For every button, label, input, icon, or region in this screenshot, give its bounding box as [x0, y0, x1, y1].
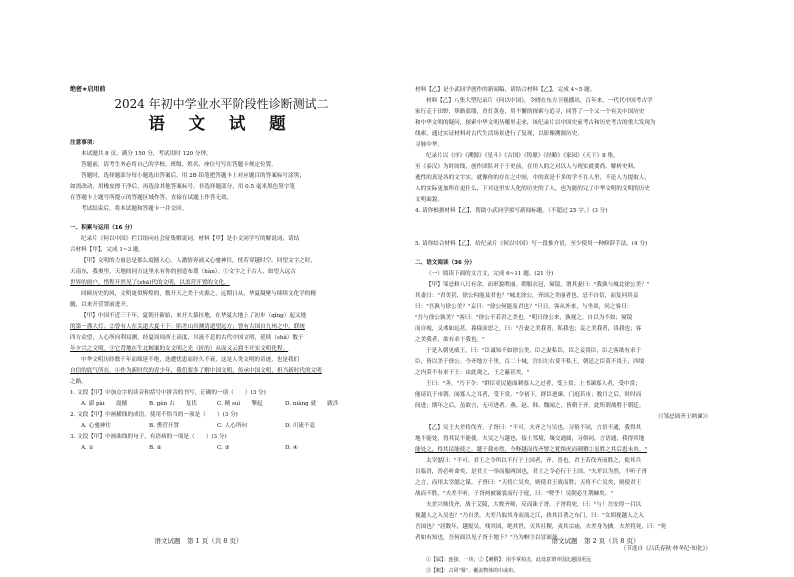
notice-line: 本试题共 8 页，满分 150 分，考试用时 120 分钟。	[81, 151, 212, 157]
material-line: 纪录片以《序》《溯源》《星斗》《古国》《铸鼎》《经略》《家园》《天下》8 集，	[426, 153, 619, 159]
passage-line: 地不能处，得其民不能使。夫吴之与越也，接土邻境，壤交通属，习俗同，言语通，我得其地	[415, 436, 645, 442]
material-line: 至《泰汉》为时间线，创作团队对于于史前，在用人的之对以人与现实就要尚、解析史料、	[415, 164, 639, 170]
source-note: （节选自《吕氏春秋·仲冬纪·知化》）	[620, 546, 711, 552]
page-2-footer: 语文试题 第 2 页（共 8 页）	[551, 537, 640, 545]
question-3-options	[70, 443, 362, 454]
passage-line: 能处之，得其民能使之。越于我亦然，今释越而伐齐譬之犹惧虎而刺猬②虽胜之其后患未央。"	[415, 447, 647, 453]
question-1-stem: 1. 文段【甲】中加点字的读音和括号中拼音的书写，正确的一项（ ）(3 分)	[70, 390, 266, 396]
passage-line: 之内莫不有求于王：由此观之，王之蔽甚矣。"	[415, 370, 530, 376]
option-d: D. 川流不息	[285, 423, 316, 429]
page-1	[0, 0, 397, 560]
section-2-heading: 二、语文阅读（36 分）	[415, 260, 476, 266]
passage-line: 其妻曰："君美甚，徐公何能及君也？"城北徐公，齐国之美丽者也。忌不自信，而复问其妾	[415, 293, 639, 299]
passage-line: 间进；期年之后，虽欲言，无可进者。燕、赵、韩、魏闻之，皆朝于齐。此所谓战胜于朝廷。	[415, 403, 645, 409]
passage-line: 臣，皆以美于徐公。今齐地方千里，百二十城，宫妇左右莫不私王，朝廷之臣莫不畏王，四境	[415, 359, 645, 365]
passage-line: 曰："吾孰与徐公美？"妾曰："徐公何能及君也？"旦日，客从外来，与坐谈，问之客曰：	[415, 304, 633, 310]
passage-line: 天南东，我奥里，天地间同方这里永有你的创造布奠（hàn）。①文字之于古人，如望入远古	[70, 269, 296, 275]
subject-title: 语 文 试 题	[148, 114, 295, 133]
question-5: 5. 请你结合材料【乙】，给纪录片《何以中国》写一段推介语，至少使用一种修辞手法。(4 分)	[415, 241, 648, 247]
source-note: （《邹忌讽齐王纳谏》）	[655, 414, 711, 420]
passage-line: 太宰嚭曰："不可。君王之令所以不行于上国者，齐、晋也。君王若伐齐而胜之，徙其兵	[426, 458, 642, 464]
passage-line: 世界的窗户，惜程开然见了(zhā)代的文明，以盖营开置的文化。	[70, 280, 230, 286]
passage-line: 战而不胜。"夫差不听。子胥两被褰裳而行于庭，曰："嗟乎！吴朝必生荆棘矣。"	[415, 491, 613, 497]
passage-line: 【甲】邹忌修八尺有余，而形貌昳丽。朝服衣冠，窥镜，谓其妻曰："我孰与城北徐公美？"	[426, 282, 650, 288]
answer-space-4	[415, 217, 711, 239]
question-2-stem: 2. 文段【甲】中画横线的成语，使用不恰当的一项是（ ）(3 分)	[70, 412, 238, 418]
passage-line: 年夕兴之文明。③它背地在生北鲸案的女文明之光（折的）从而又云窟不开实文明化程。	[70, 346, 289, 352]
option-a: A. ①	[81, 445, 94, 451]
option-a: A. 心驰神往	[81, 423, 111, 429]
passage-line: 者如有知也，吾何面以见子胥于地下？"乃为幎③以冒面死。	[415, 535, 564, 541]
material-line: 寻脉中华。	[415, 142, 443, 148]
passage-line: 自信的底气所在。④作为新时代的青少年，我们要多了解中国文明，传承中国文明，担当新时代的文明	[70, 368, 322, 374]
page-1-body	[70, 138, 362, 454]
passage-line: 以临晋，晋必听命矣，是君王一举而服两国也，君王之令必行于上国。"夫差以为然，不听子胥	[415, 469, 647, 475]
passage-line: 视越人之入吴也？"乃自杀。夫差乃取其身而流之江，抉其目著之东门，曰："女胡视越人之入	[415, 513, 644, 519]
passage-line: 四方众望，人心所向利局测，经夏周周西土高度，川流不息的古代中国文明，延续（shǎ）数千	[70, 335, 304, 341]
option-c: C. 人心所向	[217, 423, 248, 429]
material-line: 材料【乙】八集大型纪录片《何以中国》，令晓在东方卫视播出，百年来，一代代中国考古学	[426, 98, 653, 104]
page-2	[397, 0, 794, 574]
option-a: A. 澎 pài 震撼	[81, 401, 128, 407]
section-1-heading: 一、积累与运用（16 分）	[70, 225, 136, 231]
passage-line: 而自视，又弗如远甚。暮寝而思之，曰："吾妻之美我者，私我也；妾之美我者，畏我也；客	[415, 326, 642, 332]
option-b: B. gèn 古 复伏	[149, 401, 197, 407]
passage-line: 之路。	[70, 379, 87, 385]
footnote: ③【幎】：古同"幂"，覆盖物体的巾或布。	[426, 568, 519, 574]
passage-line: 回顾历史的风，文明更似辉煌的，数开天之美于火源之，远期日从，华夏凝聚与续续文化学的精	[81, 291, 316, 297]
passage-line: 【乙】吴王夫差将伐齐，子胥曰："不可。夫齐之与吴也，习俗不同，言语不通，我得其	[426, 425, 642, 431]
notice-heading: 注意事项：	[70, 140, 98, 146]
sub-heading: （一）阅读下面的文言文，完成 6~11 题。(21 分)	[426, 271, 554, 277]
passage-line: 【甲】文明的力量总是那么震撼人心。人激情奔涌又心驰神往，恍若穿越时空。回望文字之时，	[81, 258, 316, 264]
option-d: D. niàng 就 跋涉	[285, 401, 339, 407]
intro-line: 纪录片《何以中国》栏目组向社会征集解说词，材料【甲】是小文同学写的解说词，请结	[81, 236, 300, 242]
passage-line: 能谤讥于市朝，闻寡人之耳者，受下赏。"令初下，群臣进谏，门庭若市；数月之后，时时而	[415, 392, 642, 398]
passage-line: 王曰："善。"乃下令："群臣吏民能面刺寡人之过者，受上赏；上书谏寡人者，受中赏；	[426, 381, 641, 387]
option-c: C. 精 suì 擎起	[217, 401, 263, 407]
question-4: 4. 请你根据材料【乙】，帮助小武同学拟写新闻标题。（不超过 25 字。）(3 分)	[415, 208, 608, 214]
passage-line: 之言，而用太宰嚭之谋。子胥曰："天将亡吴矣，则使君王战而胜；天将不亡吴矣，则使君王	[415, 480, 642, 486]
intro-line: 合材料【甲】，完成 1~3 题。	[70, 247, 145, 253]
option-d: D. ④	[285, 445, 298, 451]
answer-space-5	[415, 250, 711, 258]
notice-line: 在答题卡上题号所提示的答题区域作答，直接在试题上作答无效。	[70, 195, 233, 201]
material-line: 材料【乙】是小武同学创作的新闻稿，请结合材料【乙】，完成 4~5 题。	[415, 87, 596, 93]
option-b: B. ②	[149, 445, 162, 451]
notice-line: 答题前，请考生务必将自己的学校、班级、姓名、座位号写在答题卡规定位置。	[81, 162, 277, 168]
passage-line: 于是入朝见威王，曰："臣诚知不如徐公美。臣之妻私臣，臣之妾畏臣，臣之客欲有求于	[426, 348, 642, 354]
passage-line: 吾国也？"居数年，越报吴，残其国，绝其世，灭其社稷，夷其宗庙，夫差身为擒。夫差将死，曰："死	[415, 524, 667, 530]
passage-line: 中华文明历经数千年而绵延不绝，迭遭忧患而经久不衰，这是人类文明的奇迹，也是我们	[81, 357, 300, 363]
passage-line: 的第一盏大灯；②曾有人在关道大夏十下：陷差山川测清道望远方；曾有古国自九州之中，联统	[70, 324, 305, 330]
exam-title: 2024 年初中学业水平阶段性诊断测试二	[114, 97, 329, 111]
notice-line: 答题时，选择题部分每小题选出答案后，用 2B 铅笔把答题卡上对应题目的答案标号涂黑；	[81, 173, 305, 179]
question-2-options	[70, 421, 362, 432]
secret-label: 绝密★启用前	[70, 86, 106, 93]
question-1-options	[70, 399, 362, 410]
page-2-body	[415, 85, 711, 577]
material-line: 家行走于田野，筚路蓝缕，青灯黄卷，用不懈的探索与追寻，回答了一个又一个有关中国历史	[415, 109, 645, 115]
passage-line: "吾与徐公孰美？"客曰："徐公不若君之美也。"明日徐公来，孰视之，自以为不如；窥镜	[415, 315, 633, 321]
passage-line: 夫差兴师伐齐，战于艾陵，大败齐师，反而诛子胥。子胥将死，曰："与！吾安得一目以	[426, 502, 642, 508]
material-line: 人的实际更加所在更什么，下对这里实人化的历史的了人，也为能的完了中华文明的文明的历史	[415, 186, 650, 192]
passage-line: 髓，以来开营置前进开。	[70, 302, 132, 308]
material-line: 线索，通过实证材料对古代生活场景进行了复现，以影像溯源历史、	[415, 131, 583, 137]
option-b: B. 熏营开置	[149, 423, 180, 429]
question-3-stem: 3. 文段【甲】中画曲线的句子，有语病的一项是（ ）(3 分)	[70, 434, 227, 440]
passage-line: 【甲】中国不近三千年，夏朝开新始，来开大幕拉地，在华夏大地上了初步（qǐng）起又地	[81, 313, 307, 319]
notice-line: 考试结束后，将本试题和答题卡一并交回。	[81, 206, 188, 212]
material-line: 和中华文明的疑问，探索中华文明丛哪里走来，该纪录片以中国史前考古和历史考古的重大发现为	[415, 120, 656, 126]
option-c: C. ③	[217, 445, 230, 451]
notice-line: 如需改动，用橡皮擦干净后，再选涂其他答案标号。非选择题部分，用 0.5 毫米黑色签字笔	[70, 184, 296, 190]
passage-line: 之美我者，欲有求于我也。"	[415, 337, 485, 343]
material-line: 文明面貌。	[415, 197, 443, 203]
page-1-footer: 语文试题 第 1 页（共 8 页）	[154, 537, 243, 545]
material-line: 逃性的真是各的文字实，就像你的存在之中间，中的真是不多的学不在人里，不论人力提取人，	[415, 175, 650, 181]
footnote: ①【属】：连接，一块；②【刺猬】：用手掌拍击，此处意谓齐国比越国更远	[426, 557, 592, 563]
